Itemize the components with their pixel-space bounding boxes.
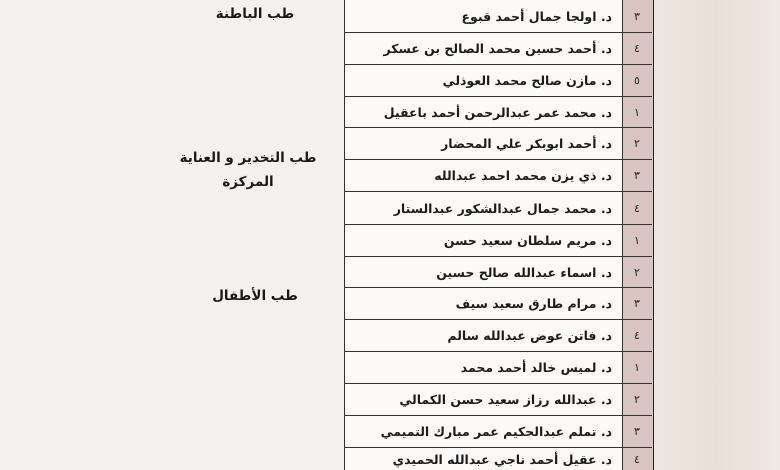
doctor-name: د. مريم سلطان سعيد حسن xyxy=(443,233,612,248)
doctor-name: د. اولجا جمال أحمد قبوع xyxy=(461,8,612,24)
table-row xyxy=(344,160,652,192)
doctor-name: د. مازن صالح محمد العوذلي xyxy=(442,73,612,88)
table-row xyxy=(344,33,652,65)
row-number: ١ xyxy=(634,105,640,119)
department-internal-medicine: طب الباطنة xyxy=(215,6,295,22)
row-number: ١ xyxy=(634,361,640,374)
row-number: ٣ xyxy=(634,169,640,182)
table-row xyxy=(344,128,652,160)
doctor-name: د. محمد جمال عبدالشكور عبدالستار xyxy=(393,200,612,216)
row-number: ٤ xyxy=(634,42,640,55)
table-row xyxy=(344,320,652,352)
table-row xyxy=(344,192,652,225)
row-number: ٢ xyxy=(634,393,640,406)
table-row xyxy=(344,416,652,448)
doctor-name: د. أحمد حسين محمد الصالح بن عسكر xyxy=(383,41,612,56)
row-number: ٢ xyxy=(634,265,640,279)
row-number: ٣ xyxy=(634,9,640,23)
doctor-name: د. عقيل أحمد ناجي عبدالله الحميدي xyxy=(392,451,612,467)
table-row xyxy=(344,0,652,33)
row-number: ٤ xyxy=(634,201,640,215)
department-anesthesia-icu: طب التخدير و العناية المركزة xyxy=(179,150,317,190)
doctor-name: د. محمد عمر عبدالرحمن أحمد باعقيل xyxy=(383,104,612,120)
table-row xyxy=(344,448,652,470)
table-row xyxy=(344,384,652,416)
row-number: ٣ xyxy=(634,425,640,438)
table-row xyxy=(344,288,652,320)
row-number: ٢ xyxy=(634,137,640,150)
table-row xyxy=(344,97,652,128)
row-number: ٤ xyxy=(634,329,640,342)
doctor-name: د. فاتن عوض عبدالله سالم xyxy=(447,328,612,343)
table-row xyxy=(344,257,652,288)
table-row xyxy=(344,65,652,97)
row-number: ٣ xyxy=(634,297,640,310)
doctor-name: د. لميس خالد أحمد محمد xyxy=(460,360,612,375)
doctor-name: د. مرام طارق سعيد سيف xyxy=(455,296,612,311)
doctor-name: د. ذي يزن محمد احمد عبدالله xyxy=(434,168,612,183)
table-row xyxy=(344,225,652,257)
row-number: ٤ xyxy=(634,452,640,466)
row-number: ٥ xyxy=(634,74,640,87)
doctor-name: د. أحمد ابوبكر علي المحضار xyxy=(441,136,612,151)
row-number: ١ xyxy=(634,234,640,247)
page-edge-shadow xyxy=(638,0,780,470)
table-row xyxy=(344,352,652,384)
doctor-name: د. عبدالله رزاز سعيد حسن الكمالي xyxy=(399,392,612,407)
doctor-name: د. تملم عبدالحكيم عمر مبارك التميمي xyxy=(380,424,612,439)
doctor-name: د. اسماء عبدالله صالح حسين xyxy=(436,264,612,280)
department-pediatrics: طب الأطفال xyxy=(212,288,298,304)
